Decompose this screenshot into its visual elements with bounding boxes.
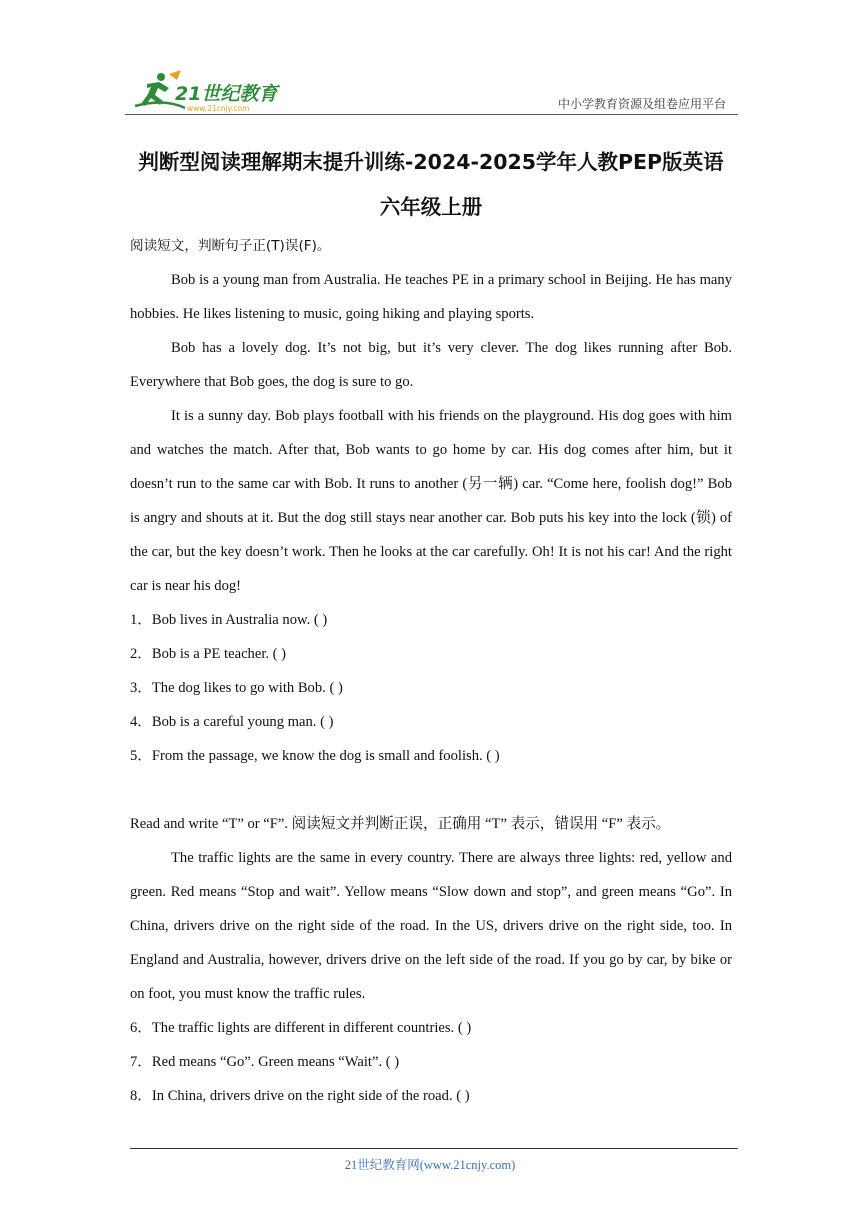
question-item: 6．The traffic lights are different in different countries. ( ) bbox=[130, 1020, 472, 1036]
section1-paragraph: Bob has a lovely dog. It’s not big, but it’s very clever. The dog likes running after Bob. Everywhere that Bob goes, the dog is sure to go. bbox=[130, 340, 732, 390]
footer-divider bbox=[130, 1148, 738, 1149]
platform-tagline: 中小学教育资源及组卷应用平台 bbox=[557, 97, 726, 111]
page-title-line2: 六年级上册 bbox=[379, 195, 483, 219]
question-item: 7．Red means “Go”. Green means “Wait”. ( ) bbox=[130, 1054, 400, 1070]
section1-instruction: 阅读短文，判断句子正(T)误(F)。 bbox=[130, 238, 331, 254]
question-item: 3．The dog likes to go with Bob. ( ) bbox=[130, 680, 343, 696]
svg-text:21世纪教育: 21世纪教育 bbox=[175, 83, 278, 105]
header-divider bbox=[125, 114, 738, 115]
document-body bbox=[130, 229, 732, 1113]
svg-text:www.21cnjy.com: www.21cnjy.com bbox=[187, 104, 250, 113]
question-item: 2．Bob is a PE teacher. ( ) bbox=[130, 646, 287, 662]
section-spacer bbox=[130, 773, 732, 807]
section1-paragraph: It is a sunny day. Bob plays football with his friends on the playground. His dog goes with him and watches the match. After that, Bob wants to go home by car. His dog comes after him, but it doesn’t run to the same car with Bob. It runs to another (另一辆) car. “Come here, foolish dog!” Bob is angry and shouts at it. But the dog still stays near another car. Bob puts his key into the lock (锁) of the car, but the key doesn’t work. Then he looks at the car carefully. Oh! It is not his car! And the right car is near his dog! bbox=[130, 408, 732, 594]
question-item: 5．From the passage, we know the dog is small and foolish. ( ) bbox=[130, 748, 500, 764]
question-item: 1．Bob lives in Australia now. ( ) bbox=[130, 612, 328, 628]
section1-paragraph: Bob is a young man from Australia. He teaches PE in a primary school in Beijing. He has many hobbies. He likes listening to music, going hiking and playing sports. bbox=[130, 272, 732, 322]
page-footer: 21世纪教育网(www.21cnjy.com) bbox=[344, 1158, 516, 1172]
page-header bbox=[125, 68, 738, 114]
question-item: 4．Bob is a careful young man. ( ) bbox=[130, 714, 334, 730]
question-item: 8．In China, drivers drive on the right side of the road. ( ) bbox=[130, 1088, 470, 1104]
page-title-line1: 判断型阅读理解期末提升训练-2024-2025学年人教PEP版英语 bbox=[138, 150, 724, 174]
section2-paragraph: The traffic lights are the same in every country. There are always three lights: red, yellow and green. Red means “Stop and wait”. Yellow means “Slow down and stop”, and green means “Go”. In China, drivers drive on the right side of the road. In the US, drivers drive on the right side, too. In England and Australia, however, drivers drive on the left side of the road. If you go by car, by bike or on foot, you must know the traffic rules. bbox=[130, 850, 732, 1002]
site-logo bbox=[125, 68, 295, 114]
section2-instruction: Read and write “T” or “F”. 阅读短文并判断正误，正确用 “T” 表示，错误用 “F” 表示。 bbox=[130, 816, 671, 832]
